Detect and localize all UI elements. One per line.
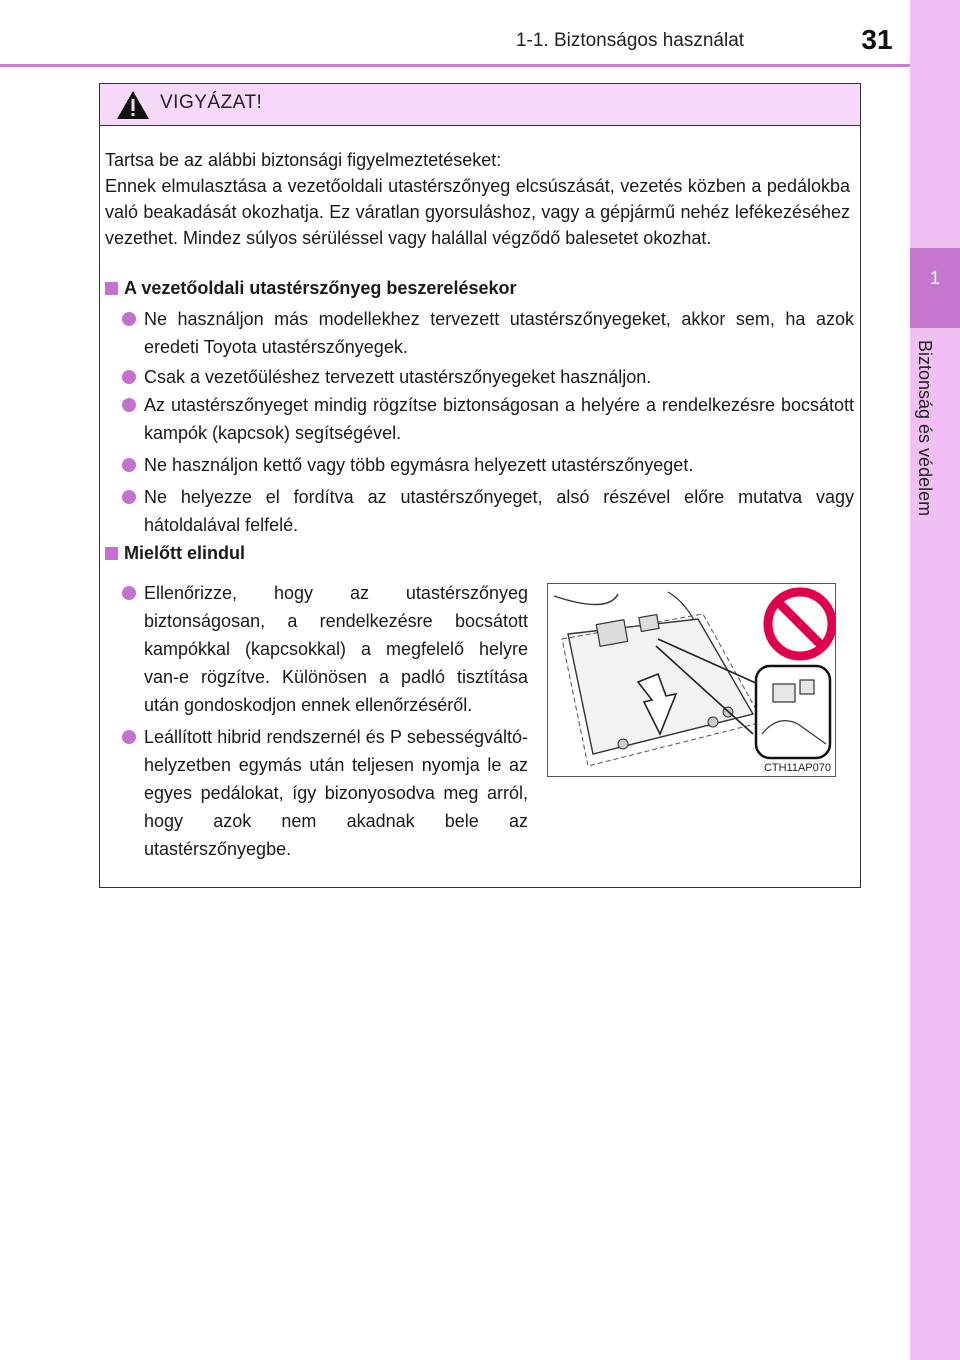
list-item: Leállított hibrid rendszernél és P sebességváltó-helyzetben egymás után teljesen nyomja le az egyes pedálokat, így bizonyosodva meg arról, hogy azok nem akadnak bele az utastérszőnyegbe. (122, 723, 528, 863)
list-item: Ne helyezze el fordítva az utastérszőnyeget, alsó részével előre mutatva vagy hátoldalával felfelé. (122, 483, 854, 539)
section-heading-installation (105, 278, 516, 299)
list-item: Az utastérszőnyeget mindig rögzítse biztonságosan a helyére a rendelkezésre bocsátott kampók (kapcsok) segítségével. (122, 391, 854, 447)
list-item: Ellenőrizze, hogy az utastérszőnyeg biztonságosan, a rendelkezésre bocsátott kampókkal (kapcsokkal) a megfelelő helyre van-e rögzítve. Különösen a padló tisztítása után gondoskodjon ennek ellenőrzéséről. (122, 579, 528, 719)
section-heading-text: Mielőtt elindul (124, 543, 245, 563)
floor-mat-drawing (548, 584, 835, 776)
header-rule (0, 64, 910, 67)
side-tab-chapter-label: Biztonság és védelem (915, 340, 935, 517)
list-item: Ne használjon más modellekhez tervezett utastérszőnyegeket, akkor sem, ha azok eredeti Toyota utastérszőnyegek. (122, 305, 854, 361)
warning-box (99, 83, 861, 888)
side-tab (910, 0, 960, 1360)
warning-title: VIGYÁZAT! (160, 92, 263, 113)
list-item: Ne használjon kettő vagy több egymásra helyezett utastérszőnyeget. (122, 451, 854, 479)
square-bullet-icon (105, 547, 118, 560)
warning-intro-body: Ennek elmulasztása a vezetőoldali utastérszőnyeg elcsúszását, vezetés közben a pedálokba való beakadását okozhatja. Ez váratlan gyorsuláshoz, vagy a gépjármű nehéz lefékezéséhez vezethet. Mindez súlyos sérüléssel vagy halállal végződő balesetet okozhat. (105, 176, 850, 248)
list-item: Csak a vezetőüléshez tervezett utastérszőnyegeket használjon. (122, 363, 854, 391)
side-tab-chapter-number: 1 (929, 268, 940, 288)
warning-header (100, 84, 860, 126)
section-heading-before-driving (105, 543, 245, 564)
figure-code: CTH11AP070 (763, 762, 831, 774)
warning-intro-lead: Tartsa be az alábbi biztonsági figyelmeztetéseket: (105, 150, 502, 170)
warning-intro (105, 147, 850, 251)
warning-triangle-icon (116, 90, 150, 120)
section-heading-text: A vezetőoldali utastérszőnyeg beszerelésekor (124, 278, 517, 298)
running-header: 1-1. Biztonságos használat (515, 30, 745, 51)
floor-mat-illustration (547, 583, 836, 777)
square-bullet-icon (105, 282, 118, 295)
page-number: 31 (861, 24, 893, 55)
